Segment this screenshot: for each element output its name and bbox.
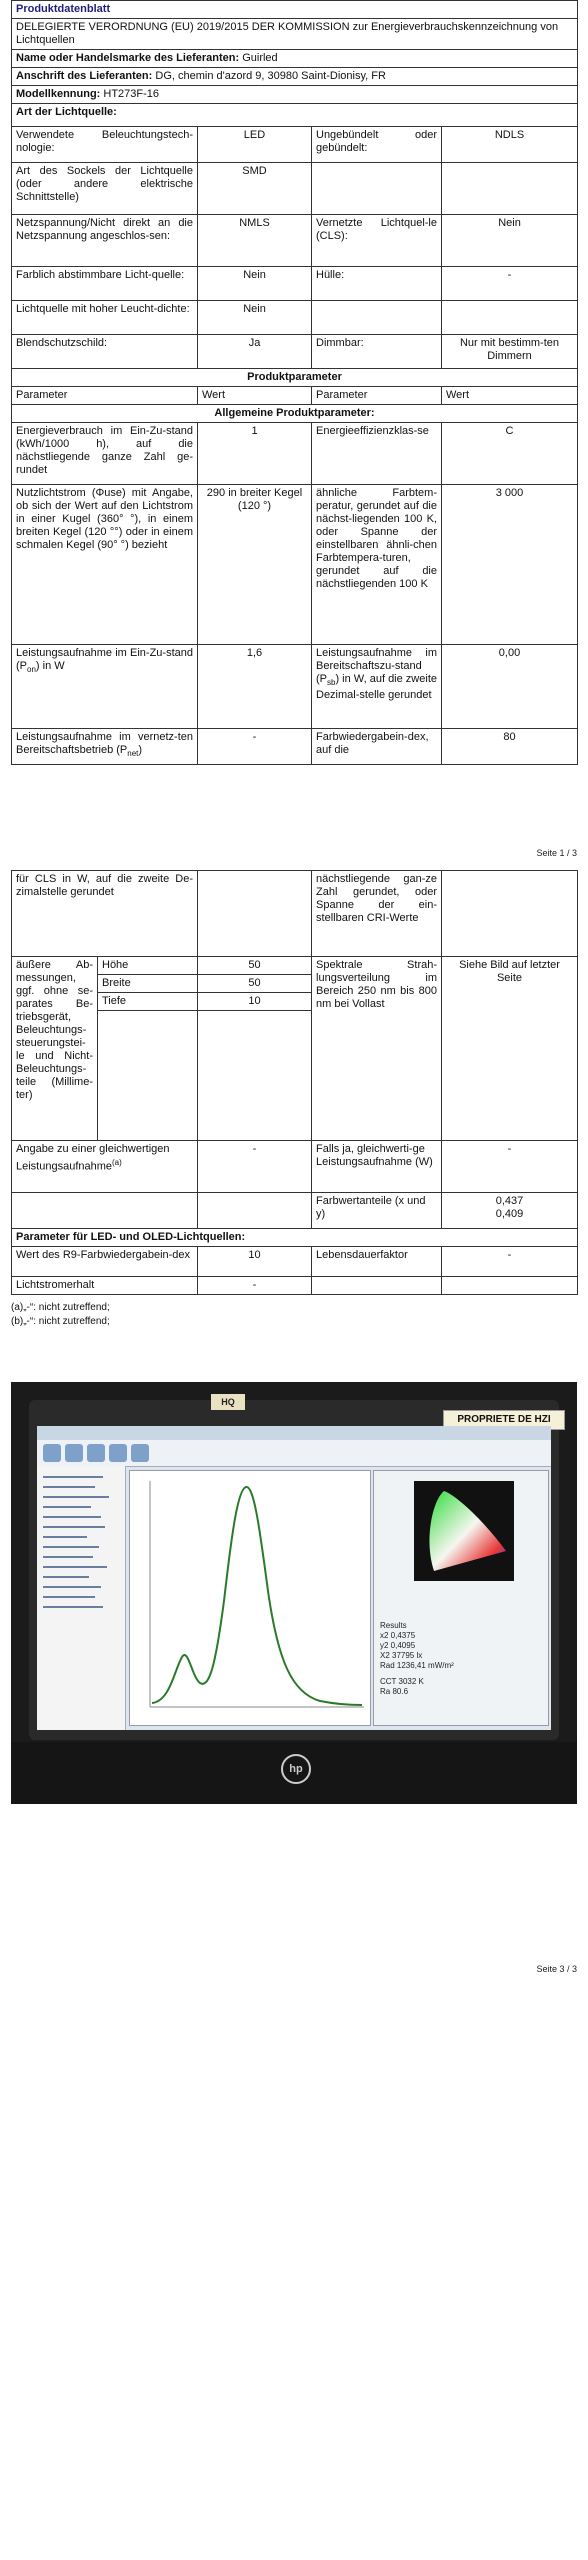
col-header-param: Parameter (312, 387, 442, 405)
row-value: 80 (442, 729, 578, 765)
maint-value: - (198, 1277, 312, 1295)
dim-spacer (98, 1011, 198, 1141)
row-value: 3 000 (442, 485, 578, 645)
datasheet-table-p1 (11, 0, 578, 765)
measurement-tree (37, 1466, 126, 1730)
row-value: Nein (198, 267, 312, 301)
row-value (442, 301, 578, 335)
page-1 (0, 0, 588, 860)
row-value (442, 163, 578, 215)
row-label: Lichtquelle mit hoher Leucht-dichte: (12, 301, 198, 335)
supplier-name: Guirled (242, 52, 278, 64)
r9-value: 10 (198, 1247, 312, 1277)
row-value: NMLS (198, 215, 312, 267)
spectral-value: Siehe Bild auf letzter Seite (442, 957, 578, 1141)
row-value: 1 (198, 423, 312, 485)
row-value (442, 871, 578, 957)
col-header-value: Wert (198, 387, 312, 405)
supplier-name-label: Name oder Handelsmarke des Lieferanten: (16, 52, 240, 64)
equiv-value-2: - (442, 1141, 578, 1193)
chroma-label: Farbwertanteile (x und y) (312, 1193, 442, 1229)
row-value: Ja (198, 335, 312, 369)
supplier-name-row (12, 50, 578, 68)
row-value: 1,6 (198, 645, 312, 729)
row-label: Netzspannung/Nicht direkt an die Netzspannung angeschlos-sen: (12, 215, 198, 267)
equiv-label-2: Falls ja, gleichwerti-ge Leistungsaufnahme (W) (312, 1141, 442, 1193)
row-label: Energieeffizienzklas-se (312, 423, 442, 485)
row-label: Leistungsaufnahme im vernetz-ten Bereitschaftsbetrieb $(P_{net})$ (12, 729, 198, 765)
result-item: y2 0,4095 (380, 1641, 416, 1650)
supplier-address: DG, chemin d'azord 9, 30980 Saint-Dionisy, FR (155, 70, 386, 82)
datasheet-table-p2 (11, 870, 578, 1295)
light-source-type-header: Art der Lichtquelle: (12, 104, 578, 127)
row-value: 0,00 (442, 645, 578, 729)
row-value: Nein (198, 301, 312, 335)
supplier-address-label: Anschrift des Lieferanten: (16, 70, 153, 82)
row-value: SMD (198, 163, 312, 215)
result-item: Rad 1236,41 mW/m² (380, 1661, 454, 1670)
row-value: LED (198, 127, 312, 163)
hp-logo: hp (281, 1754, 311, 1784)
toolbar-icon (43, 1444, 61, 1462)
product-params-header: Produktparameter (12, 369, 578, 387)
empty-cell (442, 1277, 578, 1295)
row-value: Nur mit bestimm-ten Dimmern (442, 335, 578, 369)
result-item: X2 37795 lx (380, 1651, 423, 1660)
toolbar-icon (131, 1444, 149, 1462)
row-label: Vernetzte Lichtquel-le (CLS): (312, 215, 442, 267)
dimensions-label: äußere Ab-messungen, ggf. ohne se-parates Be-triebsgerät, Beleuchtungs-steuerungstei-le und Nicht-Beleuchtungs-teile (Millime-ter) (12, 957, 98, 1141)
results-header: Results (380, 1621, 407, 1630)
empty-cell (198, 1193, 312, 1229)
row-label: Leistungsaufnahme im Ein-Zu-stand $(P_{on})$ in W (12, 645, 198, 729)
spectrometer-photo (11, 1382, 577, 1804)
row-label: nächstliegende gan-ze Zahl gerundet, oder Spanne der ein-stellbaren CRI-Werte (312, 871, 442, 957)
results-panel (373, 1470, 549, 1726)
dim-spacer (198, 1011, 312, 1141)
row-label: Farbwiedergabein-dex, auf die (312, 729, 442, 765)
row-label (312, 163, 442, 215)
page-number: Seite 1 / 3 (536, 848, 577, 858)
model-row (12, 86, 578, 104)
row-label: Verwendete Beleuchtungstech-nologie: (12, 127, 198, 163)
page-number: Seite 3 / 3 (536, 1964, 577, 1974)
row-label: Hülle: (312, 267, 442, 301)
cct-value: CCT 3032 K (380, 1677, 424, 1686)
row-value: NDLS (442, 127, 578, 163)
maint-label: Lichtstromerhalt (12, 1277, 198, 1295)
life-value: - (442, 1247, 578, 1277)
row-label: Leistungsaufnahme im Bereitschaftszu-stand $(P_{sb})$ in W, auf die zweite Dezimal-stelle gerundet (312, 645, 442, 729)
row-value: C (442, 423, 578, 485)
row-value (198, 871, 312, 957)
app-toolbar (37, 1440, 551, 1467)
dim-name: Tiefe (98, 993, 198, 1011)
equiv-value: - (198, 1141, 312, 1193)
row-label: ähnliche Farbtem-peratur, gerundet auf die nächst-liegenden 100 K, oder Spanne der einstellbaren ähnli-chen Farbtempera-turen, gerundet auf die nächstliegenden 100 K (312, 485, 442, 645)
chroma-values: 0,437 0,409 (442, 1193, 578, 1229)
footnote-a: (a)„-“: nicht zutreffend; (11, 1302, 110, 1313)
row-label: Energieverbrauch im Ein-Zu-stand (kWh/1000 h), auf die nächstliegende ganze Zahl ge-rundet (12, 423, 198, 485)
model-id: HT273F-16 (103, 88, 160, 100)
col-header-param: Parameter (12, 387, 198, 405)
supplier-address-row (12, 68, 578, 86)
general-params-header: Allgemeine Produktparameter: (12, 405, 578, 423)
toolbar-icon (65, 1444, 83, 1462)
empty-cell (12, 1193, 198, 1229)
property-sticker: PROPRIETE DE HZI (443, 1410, 565, 1430)
app-menubar (37, 1426, 551, 1440)
row-value: Nein (442, 215, 578, 267)
spectral-label: Spektrale Strah-lungsverteilung im Bereich 250 nm bis 800 nm bei Vollast (312, 957, 442, 1141)
equiv-label: Angabe zu einer gleichwertigen Leistungsaufnahme$^{(a)}$ (12, 1141, 198, 1193)
spectrum-plot (129, 1470, 371, 1726)
cie-diagram (414, 1481, 514, 1581)
row-label: Art des Sockels der Lichtquelle (oder andere elektrische Schnittstelle) (12, 163, 198, 215)
page-title: Produktdatenblatt (12, 1, 578, 19)
row-value: - (198, 729, 312, 765)
life-label: Lebensdauerfaktor (312, 1247, 442, 1277)
spectrum-curve (130, 1471, 370, 1725)
row-label (312, 301, 442, 335)
ra-value: Ra 80.6 (380, 1687, 409, 1696)
page-3 (0, 1370, 588, 2560)
laptop-screen (37, 1426, 551, 1730)
dim-value: 50 (198, 975, 312, 993)
row-label: Nutzlichtstrom (Φuse) mit Angabe, ob sich der Wert auf den Lichtstrom in einer Kugel (360° °), in einem breiten Kegel (120 °°) oder in einem schmalen Kegel (90° °) bezieht (12, 485, 198, 645)
led-params-header: Parameter für LED- und OLED-Lichtquellen: (12, 1229, 578, 1247)
result-item: x2 0,4375 (380, 1631, 416, 1640)
page-2 (0, 870, 588, 1340)
row-label: Dimmbar: (312, 335, 442, 369)
r9-label: Wert des R9-Farbwiedergabein-dex (12, 1247, 198, 1277)
row-label: Farblich abstimmbare Licht-quelle: (12, 267, 198, 301)
col-header-value: Wert (442, 387, 578, 405)
row-value: 290 in breiter Kegel (120 °) (198, 485, 312, 645)
row-label: für CLS in W, auf die zweite De-zimalstelle gerundet (12, 871, 198, 957)
small-sticker: HQ (211, 1394, 245, 1410)
regulation-text: DELEGIERTE VERORDNUNG (EU) 2019/2015 DER KOMMISSION zur Energieverbrauchskennzeichnung von Lichtquellen (12, 19, 578, 50)
row-label: Blendschutzschild: (12, 335, 198, 369)
dim-name: Höhe (98, 957, 198, 975)
toolbar-icon (109, 1444, 127, 1462)
row-value: - (442, 267, 578, 301)
dim-value: 10 (198, 993, 312, 1011)
toolbar-icon (87, 1444, 105, 1462)
dim-value: 50 (198, 957, 312, 975)
dim-name: Breite (98, 975, 198, 993)
model-label: Modellkennung: (16, 88, 101, 100)
results-list (380, 1621, 540, 1697)
empty-cell (312, 1277, 442, 1295)
footnote-b: (b)„-“: nicht zutreffend; (11, 1316, 110, 1327)
row-label: Ungebündelt oder gebündelt: (312, 127, 442, 163)
